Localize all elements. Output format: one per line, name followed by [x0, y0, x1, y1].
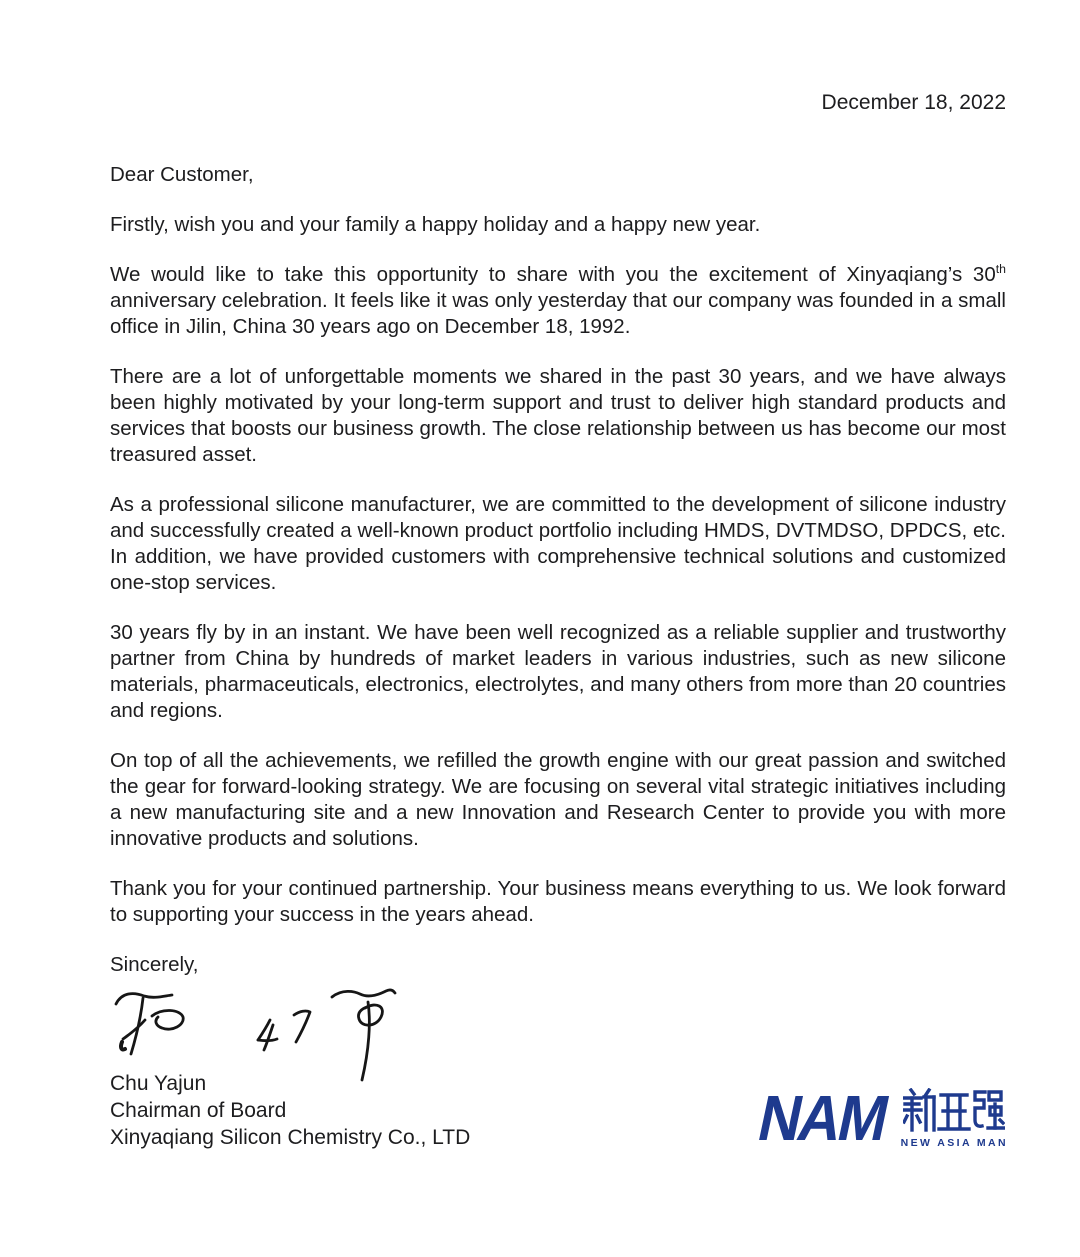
paragraph-2-text-post: anniversary celebration. It feels like it was only yesterday that our company was founded in a small office in Jilin, China 30 years ago on December 18, 1992.: [110, 289, 1006, 338]
paragraph-1-text: Firstly, wish you and your family a happy holiday and a happy new year.: [110, 213, 761, 236]
paragraph-4: [110, 492, 1006, 596]
paragraph-5-text: 30 years fly by in an instant. We have been well recognized as a reliable supplier and trustworthy partner from China by hundreds of market leaders in various industries, such as new silicone materials, pharmaceuticals, electronics, electrolytes, and many others from more than 20 countries and regions.: [110, 621, 1006, 722]
logo-right-column: [901, 1088, 1008, 1149]
paragraph-1: [110, 212, 1006, 238]
signer-title: Chairman of Board: [110, 1099, 287, 1122]
paragraph-3: [110, 364, 1006, 468]
logo-nam-wordmark: NAM: [752, 1082, 894, 1155]
letter-date: December 18, 2022: [821, 91, 1006, 114]
signer-name: Chu Yajun: [110, 1072, 207, 1095]
ordinal-superscript-th: th: [995, 262, 1006, 277]
paragraph-3-text: There are a lot of unforgettable moments we shared in the past 30 years, and we have always been highly motivated by your long-term support and trust to deliver high standard products and services that boosts our business growth. The close relationship between us has become our most treasured asset.: [110, 365, 1006, 466]
paragraph-7-text: Thank you for your continued partnership. Your business means everything to us. We look forward to supporting your success in the years ahead.: [110, 877, 1006, 926]
signer-company: Xinyaqiang Silicon Chemistry Co., LTD: [110, 1126, 471, 1149]
paragraph-2: [110, 262, 1006, 340]
paragraph-7: [110, 876, 1006, 928]
paragraph-6-text: On top of all the achievements, we refilled the growth engine with our great passion and switched the gear for forward-looking strategy. We are focusing on several vital strategic initiatives including a new manufacturing site and a new Innovation and Research Center to provide you with more innovative products and solutions.: [110, 749, 1006, 850]
logo-chinese-characters-icon: [903, 1088, 1005, 1134]
company-logo: [752, 1082, 1008, 1155]
paragraph-5: [110, 620, 1006, 724]
letter-body: [110, 90, 1006, 1155]
handwritten-signature: [110, 982, 440, 1082]
logo-tagline: NEW ASIA MAN: [900, 1137, 1008, 1149]
paragraph-2-text-pre: We would like to take this opportunity to share with you the excitement of Xinyaqiang’s 30: [110, 263, 996, 286]
paragraph-4-text: As a professional silicone manufacturer, we are committed to the development of silicone industry and successfully created a well-known product portfolio including HMDS, DVTMDSO, DPDCS, etc. In addition, we have provided customers with comprehensive technical solutions and customized one-stop services.: [110, 493, 1006, 594]
salutation: Dear Customer,: [110, 163, 254, 186]
paragraph-6: [110, 748, 1006, 852]
closing: Sincerely,: [110, 953, 199, 976]
